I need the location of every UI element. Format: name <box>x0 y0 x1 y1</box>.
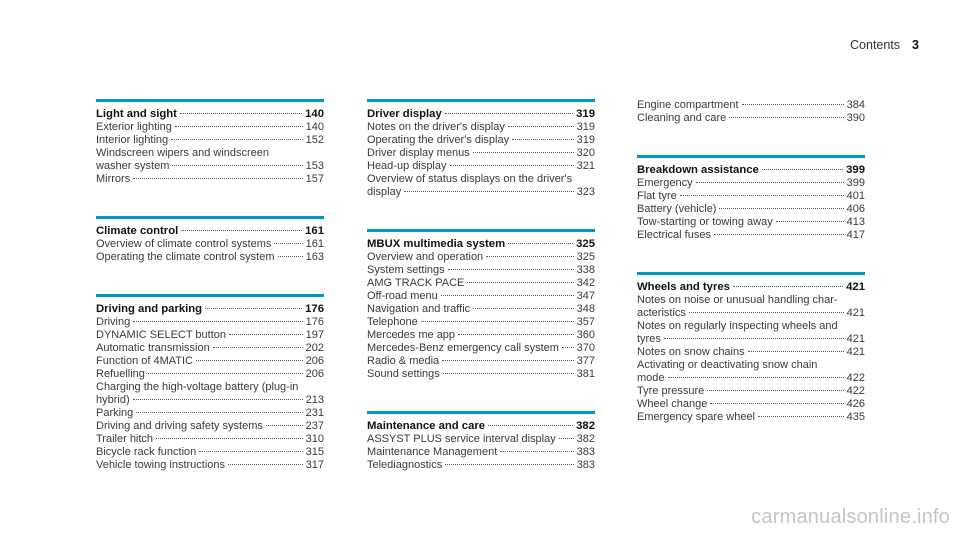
dot-leader <box>664 337 844 339</box>
dot-leader <box>442 359 573 361</box>
dot-leader <box>133 177 302 179</box>
entry-page: 338 <box>576 264 595 276</box>
toc-entry-link[interactable] <box>637 203 865 216</box>
entry-title: Tyre pressure <box>637 385 705 397</box>
dot-leader <box>136 411 302 413</box>
toc-entry-link[interactable] <box>367 134 595 147</box>
dot-leader <box>473 307 574 309</box>
entry-page: 325 <box>576 251 595 263</box>
toc-column-2 <box>367 99 595 502</box>
page-number: 3 <box>912 38 919 52</box>
entry-page: 360 <box>576 329 595 341</box>
entry-page: 384 <box>846 99 865 111</box>
entry-title: Function of 4MATIC <box>96 355 193 367</box>
watermark: carmanualsonline.info <box>751 506 950 528</box>
entry-title: Flat tyre <box>637 190 677 202</box>
toc-entry-link[interactable] <box>367 147 595 160</box>
toc-section <box>637 155 865 242</box>
toc-entry-link[interactable] <box>96 459 324 472</box>
dot-leader <box>181 229 302 231</box>
toc-entry-link[interactable] <box>367 316 595 329</box>
entry-page: 370 <box>576 342 595 354</box>
section-page: 382 <box>576 420 595 432</box>
entry-title: Radio & media <box>367 355 440 367</box>
dot-leader <box>458 333 574 335</box>
entry-title: AMG TRACK PACE <box>367 277 465 289</box>
entry-title: Emergency spare wheel <box>637 411 756 423</box>
dot-leader <box>733 285 843 287</box>
toc-section <box>367 99 595 199</box>
toc-entry-link[interactable] <box>637 346 865 359</box>
entry-page: 319 <box>576 121 595 133</box>
dot-leader <box>508 242 573 244</box>
dot-leader <box>133 398 303 400</box>
section-title: Climate control <box>96 225 179 237</box>
toc-entry-link[interactable] <box>367 459 595 472</box>
toc-entry-text[interactable]: Charging the high-voltage battery (plug-in <box>96 381 299 393</box>
entry-page: 323 <box>576 186 595 198</box>
entry-title: Notes on the driver's display <box>367 121 505 133</box>
toc-entry-link[interactable] <box>96 433 324 446</box>
toc-entry-link[interactable] <box>367 342 595 355</box>
section-divider <box>96 294 324 297</box>
entry-title: Automatic transmission <box>96 342 210 354</box>
entry-title: Maintenance Management <box>367 446 498 458</box>
entry-title: Tow-starting or towing away <box>637 216 773 228</box>
toc-entry-link[interactable] <box>637 112 865 125</box>
entry-title: Refuelling <box>96 368 145 380</box>
toc-section <box>637 272 865 424</box>
section-divider <box>367 229 595 232</box>
section-title: Driving and parking <box>96 303 203 315</box>
dot-leader <box>668 376 844 378</box>
entry-page: 321 <box>576 160 595 172</box>
dot-leader <box>133 320 302 322</box>
toc-entry-text[interactable]: Notes on regularly inspecting wheels and <box>637 320 838 332</box>
entry-page: 421 <box>846 333 865 345</box>
entry-page: 421 <box>846 346 865 358</box>
entry-page: 161 <box>305 238 324 250</box>
dot-leader <box>742 103 844 105</box>
entry-title: Mercedes-Benz emergency call system <box>367 342 559 354</box>
toc-entry-link[interactable] <box>367 186 595 199</box>
toc-column-1 <box>96 99 324 502</box>
entry-title: Overview of climate control systems <box>96 238 272 250</box>
section-divider <box>637 272 865 275</box>
page-header <box>850 38 919 52</box>
toc-entry-link[interactable] <box>367 160 595 173</box>
section-divider <box>96 99 324 102</box>
toc-entry-link[interactable] <box>96 173 324 186</box>
entry-title: tyres <box>637 333 661 345</box>
section-heading-link[interactable] <box>637 164 865 177</box>
entry-title: Sound settings <box>367 368 440 380</box>
toc-entry-link[interactable] <box>96 355 324 368</box>
toc-entry-link[interactable] <box>96 316 324 329</box>
entry-title: Telediagnostics <box>367 459 443 471</box>
entry-page: 399 <box>846 177 865 189</box>
dot-leader <box>421 320 574 322</box>
section-page: 161 <box>305 225 324 237</box>
entry-title: Cleaning and care <box>637 112 727 124</box>
entry-page: 422 <box>846 385 865 397</box>
toc-entry-text[interactable]: Notes on noise or unusual handling char- <box>637 294 838 306</box>
toc-entry-link[interactable] <box>367 329 595 342</box>
section-title: Breakdown assistance <box>637 164 759 176</box>
dot-leader <box>748 350 844 352</box>
entry-title: Bicycle rack function <box>96 446 197 458</box>
toc-entry-link[interactable] <box>637 398 865 411</box>
entry-title: Off-road menu <box>367 290 438 302</box>
toc-entry-link[interactable] <box>96 446 324 459</box>
dot-leader <box>445 112 573 114</box>
entry-page: 237 <box>305 420 324 432</box>
section-divider <box>96 216 324 219</box>
dot-leader <box>199 450 302 452</box>
section-title: Wheels and tyres <box>637 281 730 293</box>
toc-entry-link[interactable] <box>637 177 865 190</box>
toc-entry-link[interactable] <box>637 190 865 203</box>
entry-page: 319 <box>576 134 595 146</box>
section-divider <box>637 155 865 158</box>
entry-page: 383 <box>576 446 595 458</box>
entry-title: mode <box>637 372 665 384</box>
dot-leader <box>710 402 843 404</box>
toc-entry-link[interactable] <box>367 433 595 446</box>
entry-title: Electrical fuses <box>637 229 711 241</box>
entry-page: 417 <box>846 229 865 241</box>
entry-title: System settings <box>367 264 445 276</box>
entry-page: 320 <box>576 147 595 159</box>
toc-section <box>367 229 595 381</box>
dot-leader <box>719 207 843 209</box>
dot-leader <box>488 424 573 426</box>
toc-entry-link[interactable] <box>637 229 865 242</box>
toc-entry-link[interactable] <box>367 264 595 277</box>
toc-entry-link[interactable] <box>96 121 324 134</box>
dot-leader <box>175 125 303 127</box>
entry-title: Exterior lighting <box>96 121 172 133</box>
toc-entry-text[interactable]: Overview of status displays on the driver's <box>367 173 573 185</box>
toc-entry-link[interactable] <box>637 216 865 229</box>
dot-leader <box>448 268 574 270</box>
dot-leader <box>274 242 302 244</box>
toc-entry-link[interactable] <box>96 407 324 420</box>
dot-leader <box>443 372 574 374</box>
dot-leader <box>171 138 302 140</box>
section-page: 140 <box>305 108 324 120</box>
entry-title: Parking <box>96 407 134 419</box>
dot-leader <box>762 168 843 170</box>
dot-leader <box>445 463 573 465</box>
toc-entry-link[interactable] <box>96 329 324 342</box>
toc-entry-link[interactable] <box>96 342 324 355</box>
dot-leader <box>450 164 574 166</box>
toc-entry-link[interactable] <box>637 372 865 385</box>
toc-entry-link[interactable] <box>367 303 595 316</box>
toc-entry-link[interactable] <box>367 368 595 381</box>
entry-page: 390 <box>846 112 865 124</box>
dot-leader <box>473 151 574 153</box>
entry-title: Battery (vehicle) <box>637 203 717 215</box>
entry-page: 317 <box>305 459 324 471</box>
dot-leader <box>205 307 302 309</box>
section-heading-link[interactable] <box>96 303 324 316</box>
section-page: 399 <box>846 164 865 176</box>
section-page: 176 <box>305 303 324 315</box>
entry-title: Driving <box>96 316 131 328</box>
dot-leader <box>228 463 303 465</box>
entry-page: 152 <box>305 134 324 146</box>
entry-page: 406 <box>846 203 865 215</box>
toc-entry-link[interactable] <box>637 99 865 112</box>
section-page: 325 <box>576 238 595 250</box>
entry-title: Navigation and traffic <box>367 303 471 315</box>
toc-entry-link[interactable] <box>96 368 324 381</box>
entry-title: Notes on snow chains <box>637 346 745 358</box>
entry-title: Driving and driving safety systems <box>96 420 263 432</box>
dot-leader <box>148 372 303 374</box>
dot-leader <box>180 112 302 114</box>
entry-title: hybrid) <box>96 394 130 406</box>
entry-page: 426 <box>846 398 865 410</box>
section-title: Light and sight <box>96 108 177 120</box>
entry-page: 421 <box>846 307 865 319</box>
entry-page: 377 <box>576 355 595 367</box>
dot-leader <box>680 194 844 196</box>
toc-section <box>96 216 324 264</box>
toc-entry-link[interactable] <box>367 277 595 290</box>
toc-entry-link[interactable] <box>637 385 865 398</box>
entry-page: 342 <box>576 277 595 289</box>
dot-leader <box>278 255 303 257</box>
entry-title: Engine compartment <box>637 99 739 111</box>
entry-page: 231 <box>305 407 324 419</box>
entry-title: Mirrors <box>96 173 131 185</box>
toc-entry-link[interactable] <box>367 251 595 264</box>
entry-title: Emergency <box>637 177 693 189</box>
entry-page: 176 <box>305 316 324 328</box>
entry-title: Telephone <box>367 316 418 328</box>
header-title: Contents <box>850 38 901 52</box>
entry-title: Mercedes me app <box>367 329 456 341</box>
entry-title: Head-up display <box>367 160 447 172</box>
toc-section <box>96 99 324 186</box>
section-heading-link[interactable] <box>96 225 324 238</box>
toc-entry-link[interactable] <box>96 160 324 173</box>
entry-page: 383 <box>576 459 595 471</box>
toc-entry-link[interactable] <box>637 333 865 346</box>
entry-title: washer system <box>96 160 170 172</box>
section-heading-link[interactable] <box>96 108 324 121</box>
toc-section <box>637 99 865 125</box>
toc-entry-text[interactable]: Windscreen wipers and windscreen <box>96 147 270 159</box>
toc-section <box>367 411 595 472</box>
entry-page: 347 <box>576 290 595 302</box>
dot-leader <box>467 281 573 283</box>
section-page: 421 <box>846 281 865 293</box>
entry-page: 206 <box>305 368 324 380</box>
entry-title: DYNAMIC SELECT button <box>96 329 227 341</box>
entry-title: Trailer hitch <box>96 433 154 445</box>
entry-title: Interior lighting <box>96 134 169 146</box>
toc-section <box>96 294 324 472</box>
section-title: Maintenance and care <box>367 420 486 432</box>
entry-page: 435 <box>846 411 865 423</box>
entry-page: 310 <box>305 433 324 445</box>
entry-page: 413 <box>846 216 865 228</box>
entry-page: 381 <box>576 368 595 380</box>
toc-entry-link[interactable] <box>96 251 324 264</box>
dot-leader <box>689 311 844 313</box>
dot-leader <box>266 424 303 426</box>
entry-page: 422 <box>846 372 865 384</box>
entry-title: Operating the driver's display <box>367 134 510 146</box>
dot-leader <box>562 346 574 348</box>
entry-page: 206 <box>305 355 324 367</box>
entry-title: ASSYST PLUS service interval display <box>367 433 556 445</box>
dot-leader <box>512 138 574 140</box>
toc-entry-text[interactable]: Activating or deactivating snow chain <box>637 359 818 371</box>
entry-title: acteristics <box>637 307 686 319</box>
section-page: 319 <box>576 108 595 120</box>
entry-page: 153 <box>305 160 324 172</box>
dot-leader <box>729 116 843 118</box>
dot-leader <box>213 346 303 348</box>
entry-title: Operating the climate control system <box>96 251 275 263</box>
entry-page: 197 <box>305 329 324 341</box>
toc-entry-link[interactable] <box>367 290 595 303</box>
section-heading-link[interactable] <box>637 281 865 294</box>
toc-entry-link[interactable] <box>637 411 865 424</box>
entry-title: display <box>367 186 402 198</box>
dot-leader <box>404 190 573 192</box>
entry-page: 202 <box>305 342 324 354</box>
dot-leader <box>500 450 573 452</box>
section-heading-link[interactable] <box>367 420 595 433</box>
toc-entry-link[interactable] <box>367 121 595 134</box>
dot-leader <box>696 181 844 183</box>
section-heading-link[interactable] <box>367 238 595 251</box>
entry-page: 315 <box>305 446 324 458</box>
toc-entry-link[interactable] <box>367 446 595 459</box>
toc-entry-link[interactable] <box>637 307 865 320</box>
dot-leader <box>172 164 302 166</box>
toc-column-3 <box>637 99 865 454</box>
dot-leader <box>196 359 303 361</box>
dot-leader <box>714 233 844 235</box>
entry-page: 163 <box>305 251 324 263</box>
section-divider <box>367 99 595 102</box>
entry-page: 157 <box>305 173 324 185</box>
toc-entry-link[interactable] <box>367 355 595 368</box>
entry-page: 401 <box>846 190 865 202</box>
section-divider <box>367 411 595 414</box>
dot-leader <box>486 255 573 257</box>
dot-leader <box>156 437 303 439</box>
toc-entry-link[interactable] <box>96 420 324 433</box>
dot-leader <box>559 437 574 439</box>
entry-page: 357 <box>576 316 595 328</box>
entry-title: Overview and operation <box>367 251 484 263</box>
entry-title: Vehicle towing instructions <box>96 459 226 471</box>
section-title: Driver display <box>367 108 442 120</box>
section-title: MBUX multimedia system <box>367 238 506 250</box>
dot-leader <box>758 415 844 417</box>
dot-leader <box>229 333 303 335</box>
dot-leader <box>441 294 574 296</box>
dot-leader <box>776 220 844 222</box>
entry-page: 213 <box>305 394 324 406</box>
entry-title: Driver display menus <box>367 147 470 159</box>
entry-page: 140 <box>305 121 324 133</box>
entry-page: 348 <box>576 303 595 315</box>
toc-entry-link[interactable] <box>96 134 324 147</box>
dot-leader <box>508 125 574 127</box>
dot-leader <box>707 389 843 391</box>
entry-title: Wheel change <box>637 398 708 410</box>
toc-entry-link[interactable] <box>96 238 324 251</box>
entry-page: 382 <box>576 433 595 445</box>
section-heading-link[interactable] <box>367 108 595 121</box>
toc-entry-link[interactable] <box>96 394 324 407</box>
